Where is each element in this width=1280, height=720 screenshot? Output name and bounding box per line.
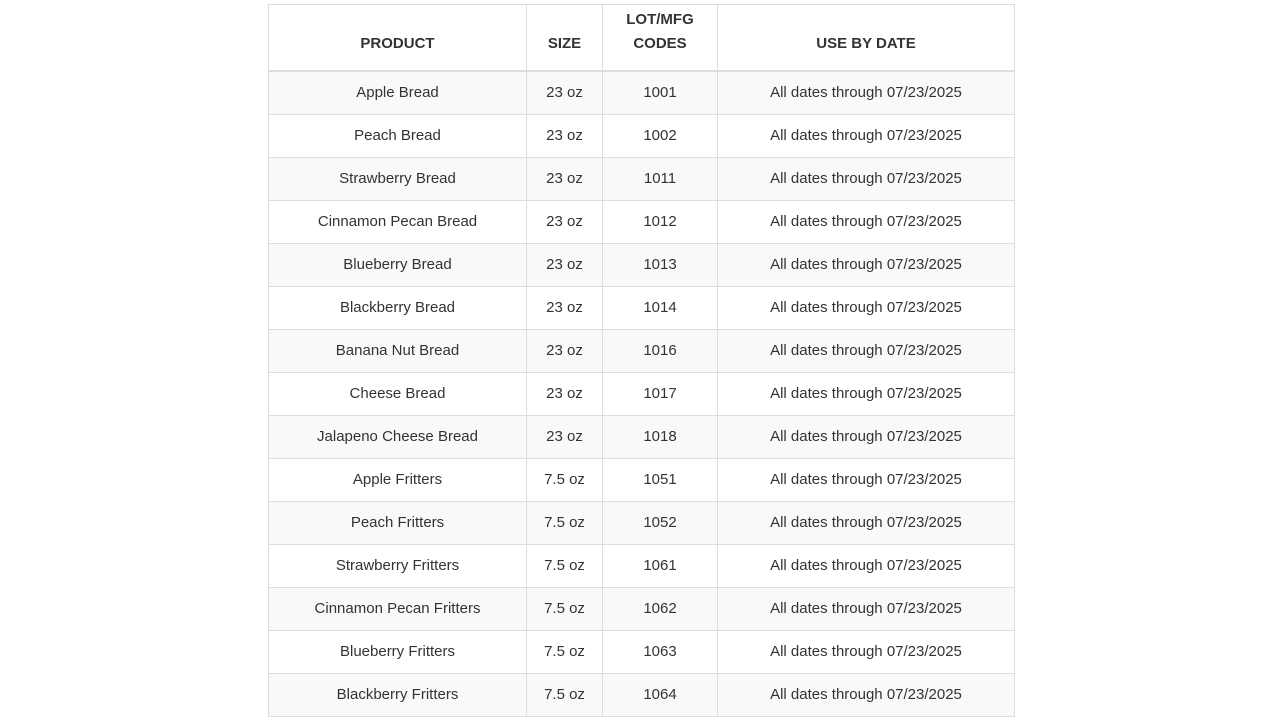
cell-product: Blackberry Bread xyxy=(269,286,527,329)
table-body xyxy=(269,71,1015,717)
cell-use-by-date: All dates through 07/23/2025 xyxy=(718,458,1015,501)
cell-lot-code: 1061 xyxy=(603,544,718,587)
cell-size: 7.5 oz xyxy=(527,458,603,501)
cell-use-by-date: All dates through 07/23/2025 xyxy=(718,372,1015,415)
cell-product: Strawberry Bread xyxy=(269,157,527,200)
cell-product: Cinnamon Pecan Fritters xyxy=(269,587,527,630)
cell-lot-code: 1064 xyxy=(603,673,718,716)
cell-lot-code: 1018 xyxy=(603,415,718,458)
cell-use-by-date: All dates through 07/23/2025 xyxy=(718,71,1015,115)
cell-use-by-date: All dates through 07/23/2025 xyxy=(718,243,1015,286)
table-row xyxy=(269,200,1015,243)
cell-product: Strawberry Fritters xyxy=(269,544,527,587)
cell-lot-code: 1017 xyxy=(603,372,718,415)
cell-size: 7.5 oz xyxy=(527,587,603,630)
header-product: PRODUCT xyxy=(269,5,527,71)
table-row xyxy=(269,415,1015,458)
cell-lot-code: 1063 xyxy=(603,630,718,673)
cell-lot-code: 1011 xyxy=(603,157,718,200)
cell-use-by-date: All dates through 07/23/2025 xyxy=(718,200,1015,243)
cell-size: 23 oz xyxy=(527,114,603,157)
cell-lot-code: 1014 xyxy=(603,286,718,329)
cell-use-by-date: All dates through 07/23/2025 xyxy=(718,157,1015,200)
cell-product: Peach Bread xyxy=(269,114,527,157)
header-size: SIZE xyxy=(527,5,603,71)
header-use-by-date: USE BY DATE xyxy=(718,5,1015,71)
table-row xyxy=(269,372,1015,415)
cell-size: 23 oz xyxy=(527,157,603,200)
table-row xyxy=(269,157,1015,200)
cell-product: Peach Fritters xyxy=(269,501,527,544)
cell-lot-code: 1002 xyxy=(603,114,718,157)
cell-product: Apple Bread xyxy=(269,71,527,115)
table-row xyxy=(269,544,1015,587)
cell-lot-code: 1016 xyxy=(603,329,718,372)
cell-size: 7.5 oz xyxy=(527,673,603,716)
cell-use-by-date: All dates through 07/23/2025 xyxy=(718,630,1015,673)
header-lot-line1: LOT/MFG xyxy=(626,10,694,28)
cell-size: 23 oz xyxy=(527,286,603,329)
table-row xyxy=(269,501,1015,544)
table-row xyxy=(269,286,1015,329)
cell-use-by-date: All dates through 07/23/2025 xyxy=(718,329,1015,372)
cell-product: Blueberry Bread xyxy=(269,243,527,286)
cell-use-by-date: All dates through 07/23/2025 xyxy=(718,673,1015,716)
header-lot-line2: CODES xyxy=(633,34,687,52)
cell-use-by-date: All dates through 07/23/2025 xyxy=(718,415,1015,458)
cell-lot-code: 1013 xyxy=(603,243,718,286)
table-row xyxy=(269,673,1015,716)
cell-use-by-date: All dates through 07/23/2025 xyxy=(718,501,1015,544)
cell-product: Blueberry Fritters xyxy=(269,630,527,673)
cell-use-by-date: All dates through 07/23/2025 xyxy=(718,286,1015,329)
cell-size: 23 oz xyxy=(527,71,603,115)
cell-lot-code: 1052 xyxy=(603,501,718,544)
cell-product: Apple Fritters xyxy=(269,458,527,501)
cell-lot-code: 1051 xyxy=(603,458,718,501)
cell-size: 23 oz xyxy=(527,372,603,415)
cell-product: Blackberry Fritters xyxy=(269,673,527,716)
cell-size: 7.5 oz xyxy=(527,501,603,544)
cell-size: 23 oz xyxy=(527,243,603,286)
cell-use-by-date: All dates through 07/23/2025 xyxy=(718,587,1015,630)
cell-size: 23 oz xyxy=(527,329,603,372)
cell-use-by-date: All dates through 07/23/2025 xyxy=(718,544,1015,587)
recall-table-container xyxy=(268,4,1014,717)
header-lot-codes xyxy=(603,5,718,71)
cell-size: 7.5 oz xyxy=(527,544,603,587)
table-row xyxy=(269,630,1015,673)
cell-product: Jalapeno Cheese Bread xyxy=(269,415,527,458)
table-row xyxy=(269,243,1015,286)
header-row xyxy=(269,5,1015,71)
cell-size: 7.5 oz xyxy=(527,630,603,673)
table-row xyxy=(269,458,1015,501)
table-row xyxy=(269,329,1015,372)
table-row xyxy=(269,114,1015,157)
cell-lot-code: 1001 xyxy=(603,71,718,115)
recall-table xyxy=(268,4,1015,717)
cell-product: Cinnamon Pecan Bread xyxy=(269,200,527,243)
cell-product: Cheese Bread xyxy=(269,372,527,415)
cell-size: 23 oz xyxy=(527,200,603,243)
cell-use-by-date: All dates through 07/23/2025 xyxy=(718,114,1015,157)
cell-lot-code: 1012 xyxy=(603,200,718,243)
cell-size: 23 oz xyxy=(527,415,603,458)
cell-lot-code: 1062 xyxy=(603,587,718,630)
table-row xyxy=(269,587,1015,630)
cell-product: Banana Nut Bread xyxy=(269,329,527,372)
table-header xyxy=(269,5,1015,71)
table-row xyxy=(269,71,1015,115)
